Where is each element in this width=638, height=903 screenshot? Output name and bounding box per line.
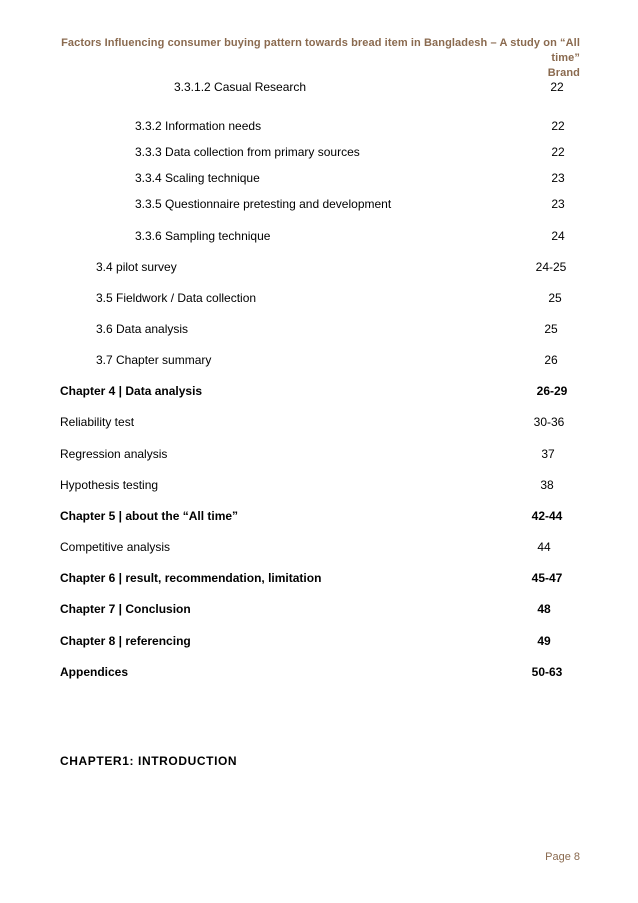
page-number: Page 8: [545, 851, 580, 863]
toc-entry[interactable]: [0, 382, 638, 400]
toc-entry-title: 3.4 pilot survey: [96, 260, 177, 274]
toc-entry-title: 3.3.2 Information needs: [135, 119, 262, 133]
toc-entry-page: 24-25: [535, 260, 567, 274]
toc-entry-page: 30-36: [533, 415, 565, 429]
toc-entry[interactable]: [0, 600, 638, 618]
toc-entry[interactable]: [0, 413, 638, 431]
toc-entry[interactable]: [0, 445, 638, 463]
toc-entry-page: 22: [550, 80, 564, 94]
toc-entry-title: Chapter 5 | about the “All time”: [60, 509, 239, 523]
toc-entry-title: 3.3.6 Sampling technique: [135, 229, 271, 243]
header-line-2: Brand: [547, 67, 580, 79]
toc-entry-page: 37: [541, 447, 555, 461]
toc-entry[interactable]: [0, 195, 638, 213]
toc-entry[interactable]: [0, 663, 638, 681]
toc-entry-page: 48: [537, 602, 551, 616]
toc-entry-title: Appendices: [60, 665, 129, 679]
toc-entry-page: 26-29: [536, 384, 568, 398]
toc-entry[interactable]: [0, 289, 638, 307]
toc-entry[interactable]: [0, 169, 638, 187]
toc-entry-page: 22: [551, 145, 565, 159]
toc-entry-page: 49: [537, 634, 551, 648]
toc-entry[interactable]: [0, 117, 638, 135]
toc-entry-page: 45-47: [531, 571, 563, 585]
header-line-1: Factors Influencing consumer buying pattern towards bread item in Bangladesh – A study on “All time”: [61, 37, 580, 64]
toc-entry-title: 3.5 Fieldwork / Data collection: [96, 291, 257, 305]
toc-entry[interactable]: [0, 538, 638, 556]
toc-entry[interactable]: [0, 632, 638, 650]
toc-entry-title: 3.3.5 Questionnaire pretesting and development: [135, 197, 392, 211]
toc-entry-page: 42-44: [531, 509, 563, 523]
toc-entry[interactable]: [0, 320, 638, 338]
toc-entry-title: Chapter 8 | referencing: [60, 634, 191, 648]
toc-entry[interactable]: [0, 258, 638, 276]
toc-entry-title: Chapter 7 | Conclusion: [60, 602, 191, 616]
toc-entry-page: 44: [537, 540, 551, 554]
toc-entry-title: Regression analysis: [60, 447, 168, 461]
toc-entry-title: Competitive analysis: [60, 540, 171, 554]
toc-entry-title: 3.3.3 Data collection from primary sources: [135, 145, 360, 159]
toc-entry[interactable]: [0, 476, 638, 494]
toc-entry-title: Chapter 4 | Data analysis: [60, 384, 203, 398]
toc-entry[interactable]: [0, 78, 638, 96]
toc-entry-page: 25: [548, 291, 562, 305]
toc-entry-page: 23: [551, 171, 565, 185]
toc-entry-title: 3.6 Data analysis: [96, 322, 189, 336]
toc-entry-title: Hypothesis testing: [60, 478, 159, 492]
toc-entry-page: 26: [544, 353, 558, 367]
toc-entry-title: Chapter 6 | result, recommendation, limitation: [60, 571, 322, 585]
toc-entry-page: 22: [551, 119, 565, 133]
toc-entry[interactable]: [0, 143, 638, 161]
toc-entry[interactable]: [0, 507, 638, 525]
toc-entry-page: 23: [551, 197, 565, 211]
chapter-heading: CHAPTER1: INTRODUCTION: [60, 754, 238, 768]
toc-entry-page: 25: [544, 322, 558, 336]
toc-entry-title: 3.3.1.2 Casual Research: [174, 80, 307, 94]
toc-entry-page: 24: [551, 229, 565, 243]
toc-entry-title: 3.3.4 Scaling technique: [135, 171, 260, 185]
toc-entry-title: Reliability test: [60, 415, 135, 429]
toc-entry[interactable]: [0, 351, 638, 369]
toc-entry[interactable]: [0, 569, 638, 587]
toc-entry-page: 50-63: [531, 665, 563, 679]
toc-entry-page: 38: [540, 478, 554, 492]
toc-entry-title: 3.7 Chapter summary: [96, 353, 212, 367]
toc-entry[interactable]: [0, 227, 638, 245]
